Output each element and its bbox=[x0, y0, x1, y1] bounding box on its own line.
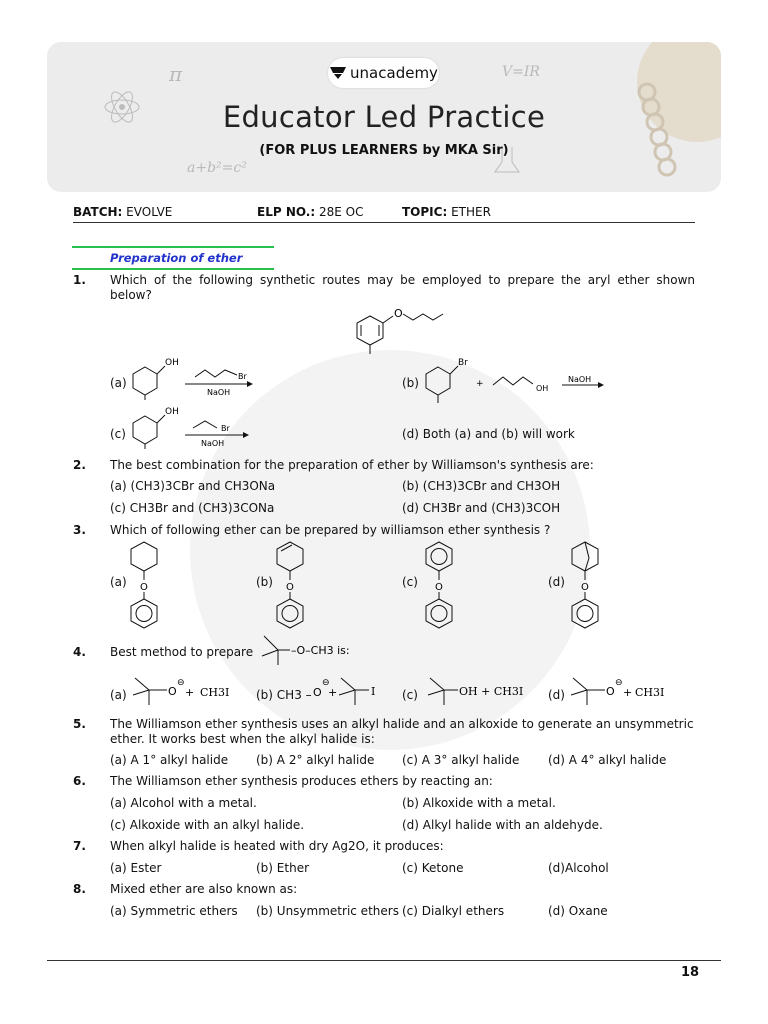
option-b: (b) A 2° alkyl halide bbox=[256, 753, 375, 767]
question-text: Best method to prepare bbox=[110, 645, 254, 659]
elp-value: 28E OC bbox=[318, 205, 364, 219]
option-b: (b) Ether bbox=[256, 861, 310, 875]
oh-label: OH bbox=[165, 358, 179, 368]
question-number: 7. bbox=[73, 839, 86, 853]
question-number: 1. bbox=[73, 273, 86, 287]
batch-info bbox=[73, 205, 172, 219]
option-c: (c) CH3Br and (CH3)3CONa bbox=[110, 501, 275, 515]
topic-info bbox=[402, 205, 491, 219]
naoh-label: NaOH bbox=[207, 388, 231, 397]
option-d: (d) CH3Br and (CH3)3COH bbox=[402, 501, 561, 515]
elp-label: ELP NO.: bbox=[257, 205, 316, 219]
question-number: 6. bbox=[73, 774, 86, 788]
page-subtitle: (FOR PLUS LEARNERS by MKA Sir) bbox=[259, 143, 509, 158]
question-text: Which of following ether can be prepared by williamson ether synthesis ? bbox=[110, 523, 551, 537]
q4a-reagents bbox=[127, 673, 247, 708]
option-b: (b) bbox=[256, 575, 273, 589]
plus-sign: + bbox=[328, 686, 338, 699]
option-c: (c) bbox=[402, 575, 418, 589]
charge-label: ⊖ bbox=[322, 678, 330, 688]
option-d: (d)Alcohol bbox=[548, 861, 609, 875]
option-d: (d) A 4° alkyl halide bbox=[548, 753, 667, 767]
oxygen-label: O bbox=[435, 582, 443, 593]
option-b: (b) Unsymmetric ethers bbox=[256, 904, 399, 918]
q3a-cyclohexyl-phenyl-ether bbox=[122, 538, 167, 633]
option-a: (a) bbox=[110, 376, 127, 390]
oh-label: OH bbox=[165, 407, 179, 417]
section-rule-bottom bbox=[72, 268, 274, 270]
option-b: (b) bbox=[402, 376, 419, 390]
ch3i-label: CH3I bbox=[200, 686, 230, 699]
option-b: (b) (CH3)3CBr and CH3OH bbox=[402, 479, 561, 493]
option-c: (c) A 3° alkyl halide bbox=[402, 753, 520, 767]
q4-tail-label: –O–CH3 is: bbox=[291, 644, 350, 657]
footer-divider bbox=[47, 960, 721, 961]
q1a-reaction bbox=[125, 355, 265, 400]
q3d-norbornyl-phenyl-ether bbox=[563, 536, 608, 633]
header-divider bbox=[73, 222, 695, 223]
option-c: (c) Alkoxide with an alkyl halide. bbox=[110, 818, 305, 832]
oh-ch3i-label: OH + CH3I bbox=[459, 685, 524, 698]
aryl-ether-structure bbox=[345, 302, 455, 357]
charge-label: ⊖ bbox=[615, 678, 623, 688]
logo-text: unacademy bbox=[350, 64, 438, 82]
oxygen-label: O bbox=[606, 685, 615, 698]
question-text: When alkyl halide is heated with dry Ag2O, it produces: bbox=[110, 839, 444, 853]
br-label: Br bbox=[238, 372, 247, 381]
option-c: (c) Ketone bbox=[402, 861, 464, 875]
option-c: (c) bbox=[402, 688, 418, 702]
oxygen-label: O bbox=[286, 582, 294, 593]
charge-label: ⊖ bbox=[177, 678, 185, 688]
elp-info bbox=[257, 205, 363, 219]
question-text: Which of the following synthetic routes may be employed to prepare the aryl ether shown below? bbox=[110, 273, 695, 302]
naoh-label: NaOH bbox=[201, 439, 225, 448]
topic-label: TOPIC: bbox=[402, 205, 448, 219]
option-c: (c) Dialkyl ethers bbox=[402, 904, 505, 918]
formula-doodle: a+b²=c² bbox=[187, 160, 247, 176]
oxygen-label: O bbox=[313, 686, 322, 699]
option-a: (a) A 1° alkyl halide bbox=[110, 753, 229, 767]
q4c-reagents bbox=[422, 673, 542, 708]
option-a: (a) bbox=[110, 575, 127, 589]
option-a: (a) Symmetric ethers bbox=[110, 904, 238, 918]
naoh-label: NaOH bbox=[568, 375, 592, 384]
oh-label: OH bbox=[536, 384, 549, 393]
question-number: 8. bbox=[73, 882, 86, 896]
q3c-diphenyl-ether bbox=[417, 538, 462, 633]
question-text: Mixed ether are also known as: bbox=[110, 882, 298, 896]
option-d: (d) bbox=[548, 688, 565, 702]
page-title: Educator Led Practice bbox=[222, 100, 546, 134]
option-d: (d) bbox=[548, 575, 565, 589]
topic-value: ETHER bbox=[451, 205, 491, 219]
option-b: (b) Alkoxide with a metal. bbox=[402, 796, 556, 810]
option-a: (a) Ester bbox=[110, 861, 162, 875]
vir-doodle: V=IR bbox=[502, 64, 540, 80]
question-text: The Williamson ether synthesis uses an alkyl halide and an alkoxide to generate an unsymmetric ether. It works best when the alkyl halide is: bbox=[110, 717, 694, 746]
oxygen-label: O bbox=[140, 582, 148, 593]
unacademy-logo-icon bbox=[329, 66, 347, 80]
br-label: Br bbox=[221, 424, 230, 433]
question-number: 2. bbox=[73, 458, 86, 472]
oxygen-label: O bbox=[581, 582, 589, 593]
page-number: 18 bbox=[681, 965, 700, 980]
br-label: Br bbox=[458, 358, 468, 368]
q1b-reaction bbox=[418, 355, 608, 405]
q4-target-ether bbox=[258, 632, 368, 667]
option-d: (d) Oxane bbox=[548, 904, 608, 918]
plus-sign: + bbox=[476, 379, 484, 389]
section-title: Preparation of ether bbox=[110, 251, 243, 265]
oxygen-label: O bbox=[168, 685, 177, 698]
option-d: (d) Alkyl halide with an aldehyde. bbox=[402, 818, 603, 832]
iodine-label: I bbox=[371, 685, 376, 698]
q3b-cyclohexenyl-phenyl-ether bbox=[268, 538, 313, 633]
unacademy-logo bbox=[328, 58, 439, 88]
question-text: The best combination for the preparation of ether by Williamson's synthesis are: bbox=[110, 458, 594, 472]
q4b-reagents bbox=[311, 673, 381, 708]
oxygen-label: O bbox=[394, 307, 403, 320]
option-b: (b) CH3 – bbox=[256, 688, 312, 702]
plus-sign: + bbox=[623, 686, 633, 699]
option-a: (a) (CH3)3CBr and CH3ONa bbox=[110, 479, 276, 493]
plus-sign: + bbox=[185, 686, 195, 699]
question-number: 3. bbox=[73, 523, 86, 537]
question-text: The Williamson ether synthesis produces ethers by reacting an: bbox=[110, 774, 493, 788]
section-rule-top bbox=[72, 246, 274, 248]
option-d: (d) Both (a) and (b) will work bbox=[402, 427, 575, 441]
question-number: 5. bbox=[73, 717, 86, 731]
question-number: 4. bbox=[73, 645, 86, 659]
option-a: (a) bbox=[110, 688, 127, 702]
q1c-reaction bbox=[125, 404, 265, 449]
option-c: (c) bbox=[110, 427, 126, 441]
pi-doodle: π bbox=[169, 62, 183, 86]
batch-value: EVOLVE bbox=[126, 205, 173, 219]
batch-label: BATCH: bbox=[73, 205, 123, 219]
option-a: (a) Alcohol with a metal. bbox=[110, 796, 257, 810]
ch3i-label: CH3I bbox=[635, 686, 665, 699]
q4d-reagents bbox=[565, 673, 685, 708]
